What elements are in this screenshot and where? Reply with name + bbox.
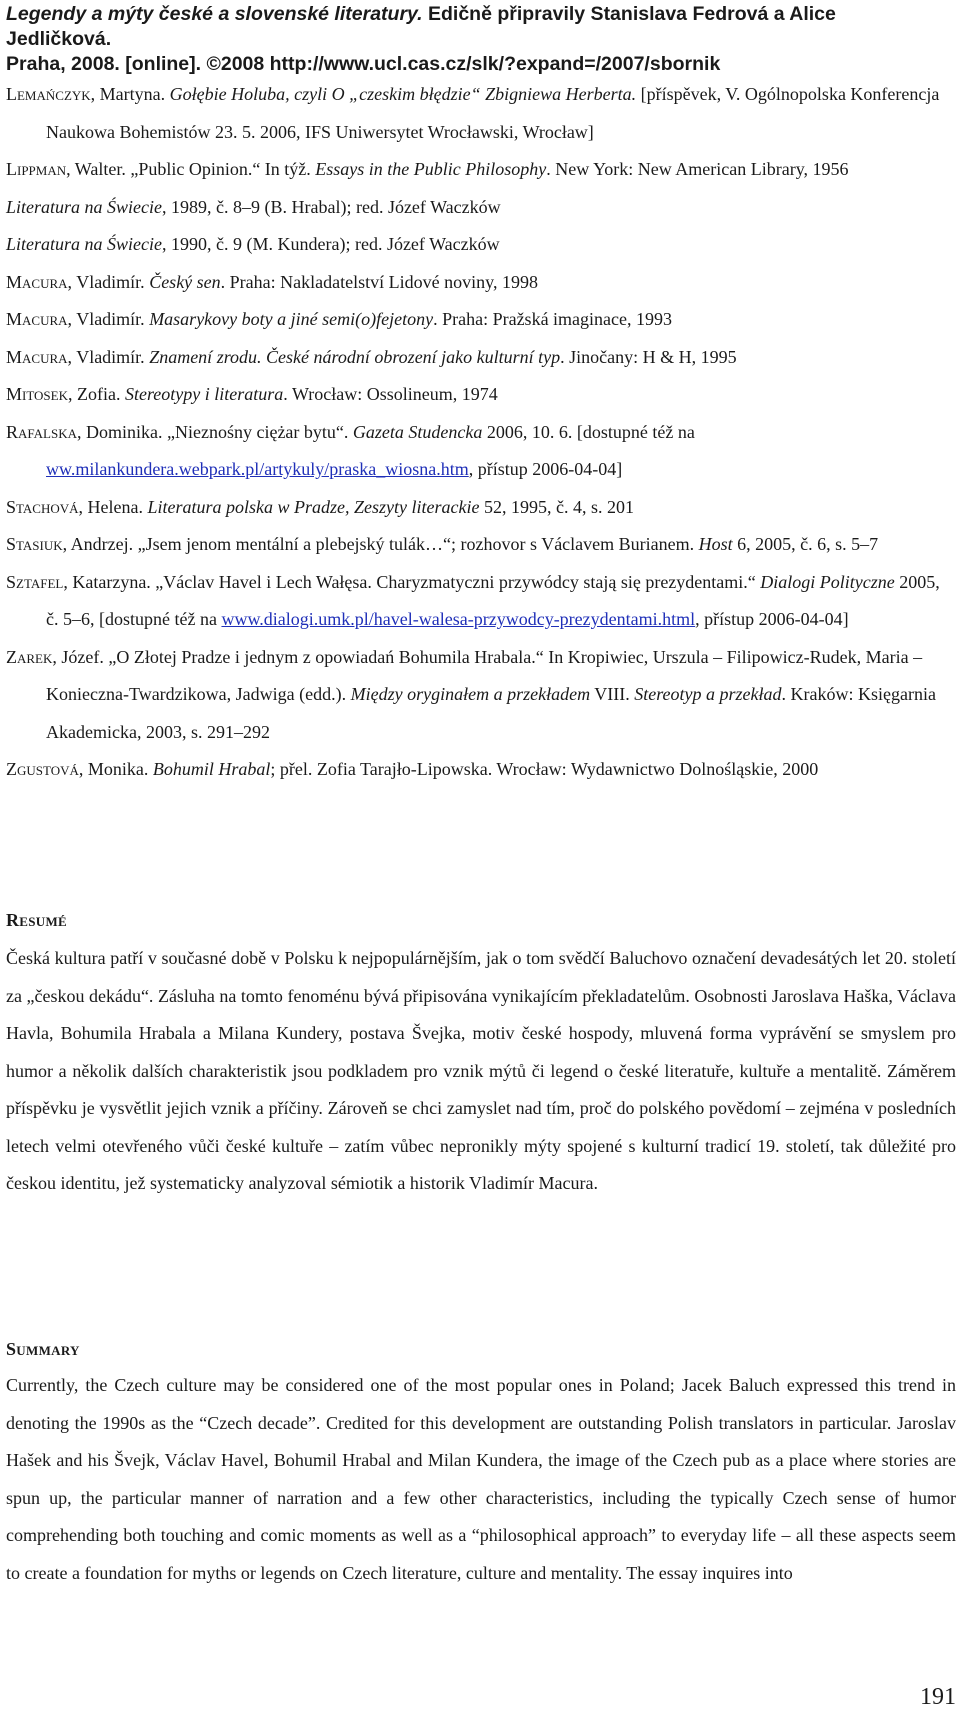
ref-title: Dialogi Polityczne <box>760 571 895 592</box>
ref-text: , Dominika. „Nieznośny ciężar bytu“. <box>77 421 353 442</box>
ref-author-surname: Rafalska <box>6 421 77 442</box>
page-header <box>6 2 946 77</box>
ref-title: Stereotypy i literatura <box>124 384 284 404</box>
ref-text: , Helena. <box>78 496 148 517</box>
ref-author-surname: Stasiuk <box>6 534 63 554</box>
reference-entry <box>6 639 946 752</box>
ref-author-surname: Lippman <box>6 159 67 179</box>
reference-entry <box>6 151 946 189</box>
ref-text: , přístup 2006-04-04] <box>468 459 623 479</box>
reference-entry <box>6 376 946 414</box>
ref-title: Literatura polska w Pradze, Zeszyty literackie <box>147 496 480 517</box>
ref-title: Znamení zrodu. České národní obrození jako kulturní typ <box>149 346 561 367</box>
ref-text: . Jinočany: H & H, 1995 <box>560 346 737 367</box>
resume-heading: Resumé <box>6 910 68 930</box>
ref-text: , Martyna. <box>90 84 170 104</box>
ref-author-surname: Macura <box>6 346 68 367</box>
ref-title: Essays in the Public Philosophy <box>315 159 547 179</box>
ref-author-surname: Macura <box>6 309 68 329</box>
header-editors: Edičně připravily Stanislava Fedrová a Alice Jedličková. <box>6 3 836 50</box>
reference-entry <box>6 189 946 227</box>
ref-text: , Katarzyna. „Václav Havel i Lech Wałęsa. Charyzmatyczni przywódcy stają się prezydentami.“ <box>63 571 761 592</box>
ref-title: Gazeta Studencka <box>352 421 483 442</box>
resume-paragraph: Česká kultura patří v současné době v Polsku k nejpopulárnějším, jak o tom svědčí Baluchovo označení devadesátých let 20. století za „českou dekádu“. Zásluha na tomto fenoménu bývá připisována vynikajícím překladatelům. Osobnosti Jaroslava Haška, Václava Havla, Bohumila Hrabala a Milana Kundery, postava Švejka, motiv české hospody, mluvená forma vyprávění se smyslem pro humor a několik dalších charakteristik jsou podkladem pro vznik mýtů či legend o české literatuře, kultuře a mentalitě. Záměrem příspěvku je vysvětlit jejich vznik a příčiny. Zároveň se chci zamyslet nad tím, proč do polského povědomí – zejména v posledních letech velmi otevřeného vůči české kultuře – zatím vůbec nepronikly mýty spojené s kulturní tradicí 19. století, tak důležité pro českou identitu, jež systematicky analyzoval sémiotik a historik Vladimír Macura. <box>6 948 956 1193</box>
ref-text: 6, 2005, č. 6, s. 5–7 <box>732 534 879 554</box>
ref-text: , Józef. „O Złotej Pradze i jednym z opowiadań Bohumila Hrabala.“ In Kropiwiec, Urszula – Filipowicz-Rudek, Maria – Konieczna-Twardzikowa, Jadwiga (edd.). <box>46 646 923 704</box>
ref-title: Literatura na Świecie <box>6 196 162 217</box>
ref-text: , 1989, č. 8–9 (B. Hrabal); red. Józef Waczków <box>162 196 501 217</box>
reference-entry <box>6 489 946 527</box>
reference-entry <box>6 751 946 789</box>
ref-text: , Zofia. <box>68 384 125 404</box>
ref-text: . Kraków: Księgarnia Akademicka, 2003, s. 291–292 <box>46 684 936 742</box>
ref-title: Host <box>698 534 733 554</box>
ref-text: 2006, 10. 6. [dostupné též na <box>482 421 695 442</box>
ref-author-surname: Zgustová <box>6 759 79 779</box>
reference-entry <box>6 564 946 639</box>
ref-text: . New York: New American Library, 1956 <box>546 159 849 179</box>
ref-text: , Vladimír. <box>67 346 150 367</box>
ref-text: . Wrocław: Ossolineum, 1974 <box>283 384 498 404</box>
ref-text: , Andrzej. „Jsem jenom mentální a plebejský tulák…“; rozhovor s Václavem Burianem. <box>62 534 699 554</box>
page-number: 191 <box>920 1684 956 1710</box>
ref-text: , Vladimír. <box>67 309 150 329</box>
ref-author-surname: Zarek <box>6 646 53 667</box>
ref-title: Literatura na Świecie <box>6 234 162 254</box>
ref-text: . Praha: Nakladatelství Lidové noviny, 1998 <box>220 271 538 292</box>
ref-text: [příspěvek, V. Ogólnopolska Konferencja Naukowa Bohemistów 23. 5. 2006, IFS Uniwersytet Wrocławski, Wrocław] <box>46 84 940 142</box>
reference-entry <box>6 264 946 302</box>
ref-text: , Vladimír. <box>67 271 150 292</box>
reference-entry <box>6 226 946 264</box>
ref-title: Masarykovy boty a jiné semi(o)fejetony <box>149 309 434 329</box>
reference-entry <box>6 301 946 339</box>
ref-link[interactable]: ww.milankundera.webpark.pl/artykuly/praska_wiosna.htm <box>46 459 469 479</box>
ref-author-surname: Mitosek <box>6 384 68 404</box>
header-book-title: Legendy a mýty české a slovenské literatury. <box>6 3 423 25</box>
bibliography <box>6 76 946 789</box>
ref-title: Gołębie Holuba, czyli O „czeskim błędzie“ Zbigniewa Herberta. <box>169 84 637 104</box>
ref-text: , přístup 2006-04-04] <box>695 609 849 629</box>
ref-text: ; přel. Zofia Tarajło-Lipowska. Wrocław: Wydawnictwo Dolnośląskie, 2000 <box>270 759 819 779</box>
ref-text: . Praha: Pražská imaginace, 1993 <box>433 309 673 329</box>
ref-title: Bohumil Hrabal <box>152 759 271 779</box>
ref-title: Český sen <box>149 271 221 292</box>
ref-text: , Walter. „Public Opinion.“ In týž. <box>66 159 316 179</box>
ref-author-surname: Macura <box>6 271 68 292</box>
ref-link[interactable]: www.dialogi.umk.pl/havel-walesa-przywodcy-prezydentami.html <box>221 609 696 629</box>
ref-author-surname: Sztafel <box>6 571 64 592</box>
summary-heading: Summary <box>6 1339 80 1359</box>
ref-author-surname: Stachová <box>6 496 79 517</box>
reference-entry <box>6 414 946 489</box>
summary-paragraph: Currently, the Czech culture may be considered one of the most popular ones in Poland; Jacek Baluch expressed this trend in denoting the 1990s as the “Czech decade”. Credited for this development are outstanding Polish translators in particular. Jaroslav Hašek and his Švejk, Václav Havel, Bohumil Hrabal and Milan Kundera, the image of the Czech pub as a place where stories are spun up, the particular manner of narration and a few other characteristics, including the typically Czech sense of humor comprehending both touching and comic moments as well as a “philosophical approach” to everyday life – all these aspects seem to create a foundation for myths or legends on Czech literature, culture and mentality. The essay inquires into <box>6 1375 956 1583</box>
header-line-2: Praha, 2008. [online]. ©2008 http://www.ucl.cas.cz/slk/?expand=/2007/sbornik <box>6 53 721 75</box>
ref-text: , 1990, č. 9 (M. Kundera); red. Józef Waczków <box>162 234 500 254</box>
ref-author-surname: Lemańczyk <box>6 84 91 104</box>
ref-text: VIII. <box>590 684 635 704</box>
ref-text: 2005, č. 5–6, [dostupné též na <box>46 571 940 629</box>
ref-text: 52, 1995, č. 4, s. 201 <box>479 496 634 517</box>
ref-title: Między oryginałem a przekładem <box>350 684 591 704</box>
reference-entry <box>6 339 946 377</box>
reference-entry <box>6 526 946 564</box>
header-line-1 <box>6 2 946 52</box>
ref-title: Stereotyp a przekład <box>634 684 782 704</box>
ref-text: , Monika. <box>78 759 153 779</box>
reference-entry <box>6 76 946 151</box>
